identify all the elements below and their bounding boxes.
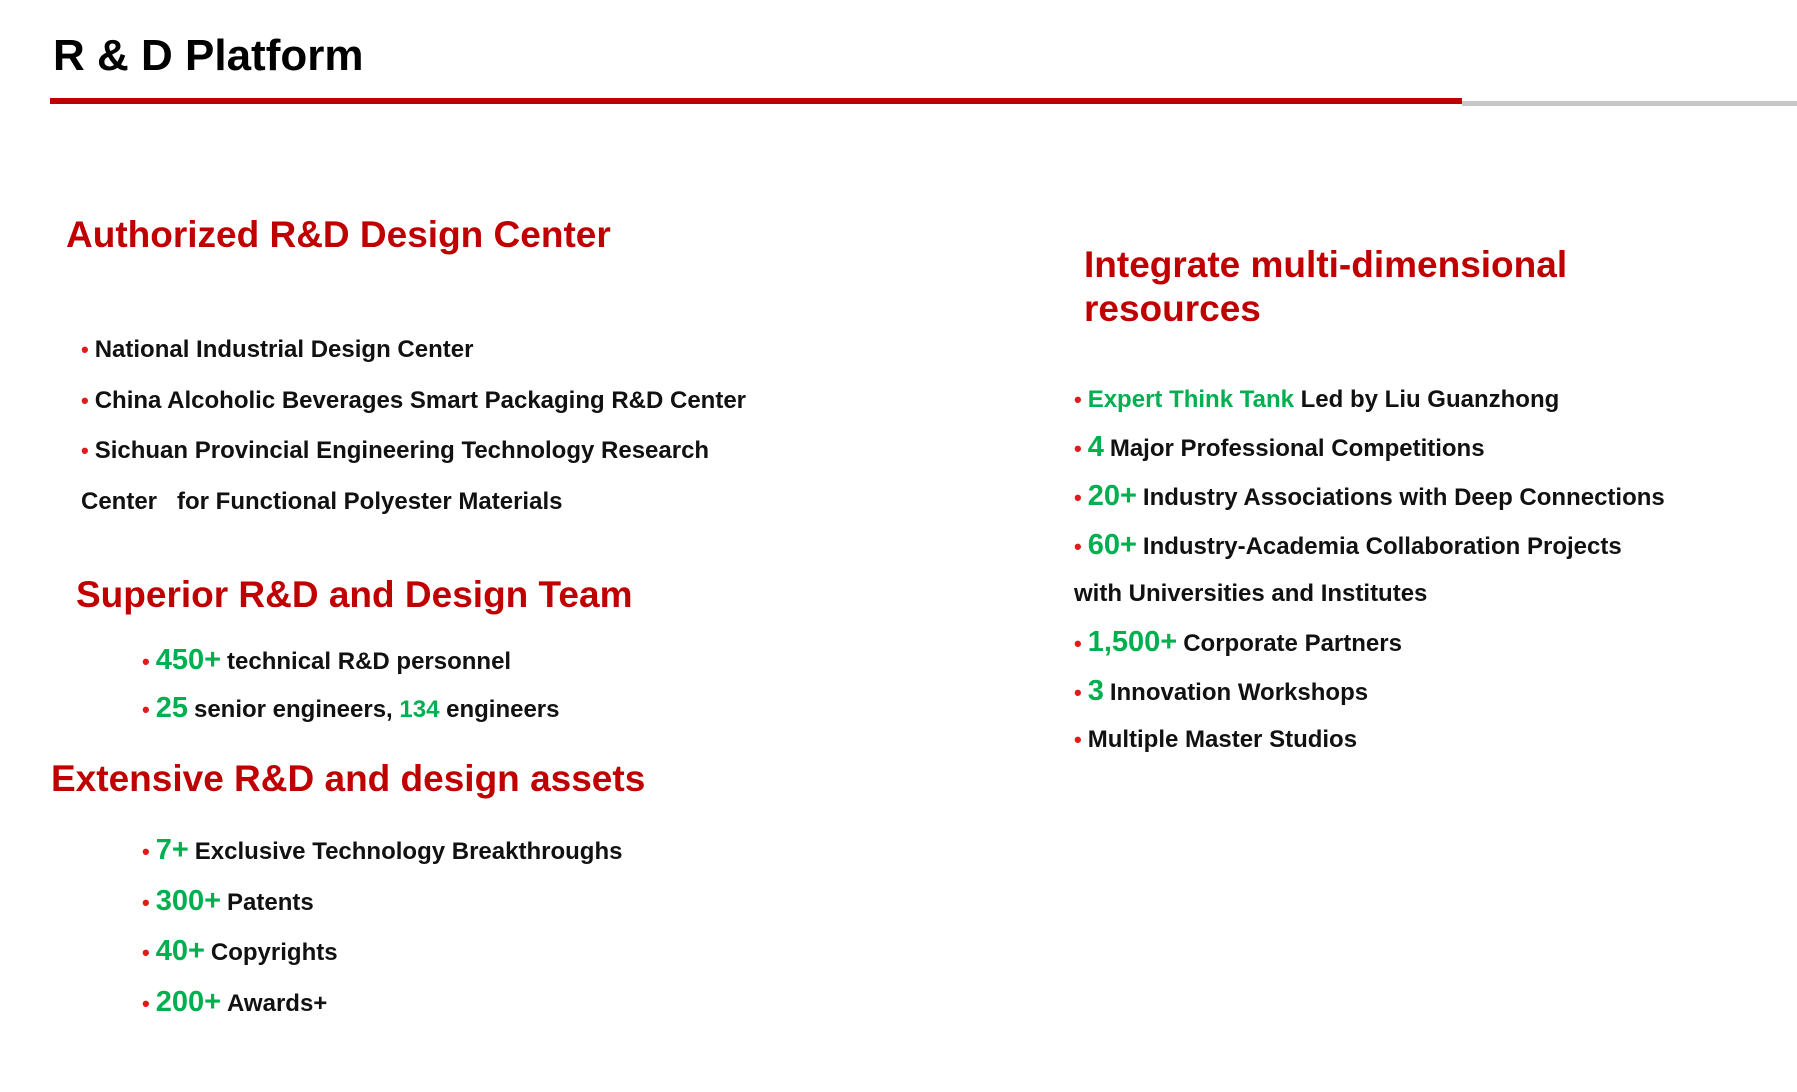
list-item: • 3 Innovation Workshops	[1074, 675, 1369, 707]
team-heading: Superior R&D and Design Team	[76, 574, 633, 615]
list-item: • China Alcoholic Beverages Smart Packaging R&D Center	[81, 387, 747, 414]
bullet-icon: •	[142, 991, 150, 1016]
list-item: • 40+ Copyrights	[142, 935, 338, 967]
bullet-icon: •	[1074, 436, 1082, 461]
list-item: • 300+ Patents	[142, 885, 314, 917]
list-item-continuation: with Universities and Institutes	[1074, 580, 1428, 607]
bullet-icon: •	[1074, 727, 1082, 752]
list-item: • 20+ Industry Associations with Deep Connections	[1074, 480, 1665, 512]
resources-heading-line1: Integrate multi-dimensional	[1084, 244, 1568, 285]
bullet-icon: •	[81, 438, 89, 463]
bullet-icon: •	[81, 388, 89, 413]
bullet-icon: •	[1074, 387, 1082, 412]
bullet-icon: •	[1074, 485, 1082, 510]
title-underline-red	[50, 98, 1462, 104]
list-item: • Expert Think Tank Led by Liu Guanzhong	[1074, 386, 1560, 413]
list-item: • National Industrial Design Center	[81, 336, 474, 363]
bullet-icon: •	[142, 649, 150, 674]
resources-heading-line2: resources	[1084, 288, 1261, 329]
page-title: R & D Platform	[53, 31, 364, 80]
authorized-center-heading: Authorized R&D Design Center	[66, 214, 611, 255]
bullet-icon: •	[81, 337, 89, 362]
bullet-icon: •	[1074, 534, 1082, 559]
bullet-icon: •	[142, 839, 150, 864]
list-item: • 60+ Industry-Academia Collaboration Projects	[1074, 529, 1622, 561]
bullet-icon: •	[142, 697, 150, 722]
list-item-continuation: Center for Functional Polyester Materials	[81, 488, 563, 515]
bullet-icon: •	[1074, 680, 1082, 705]
list-item: • 4 Major Professional Competitions	[1074, 431, 1485, 463]
list-item: • 200+ Awards+	[142, 986, 328, 1018]
list-item: • Multiple Master Studios	[1074, 726, 1358, 753]
list-item: • 1,500+ Corporate Partners	[1074, 626, 1402, 658]
list-item: • 450+ technical R&D personnel	[142, 644, 512, 676]
title-underline-gray	[1462, 101, 1797, 106]
list-item: • 7+ Exclusive Technology Breakthroughs	[142, 834, 623, 866]
assets-heading: Extensive R&D and design assets	[51, 758, 646, 799]
list-item: • Sichuan Provincial Engineering Technology Research	[81, 437, 710, 464]
bullet-icon: •	[1074, 631, 1082, 656]
list-item: • 25 senior engineers, 134 engineers	[142, 692, 560, 724]
bullet-icon: •	[142, 940, 150, 965]
bullet-icon: •	[142, 890, 150, 915]
